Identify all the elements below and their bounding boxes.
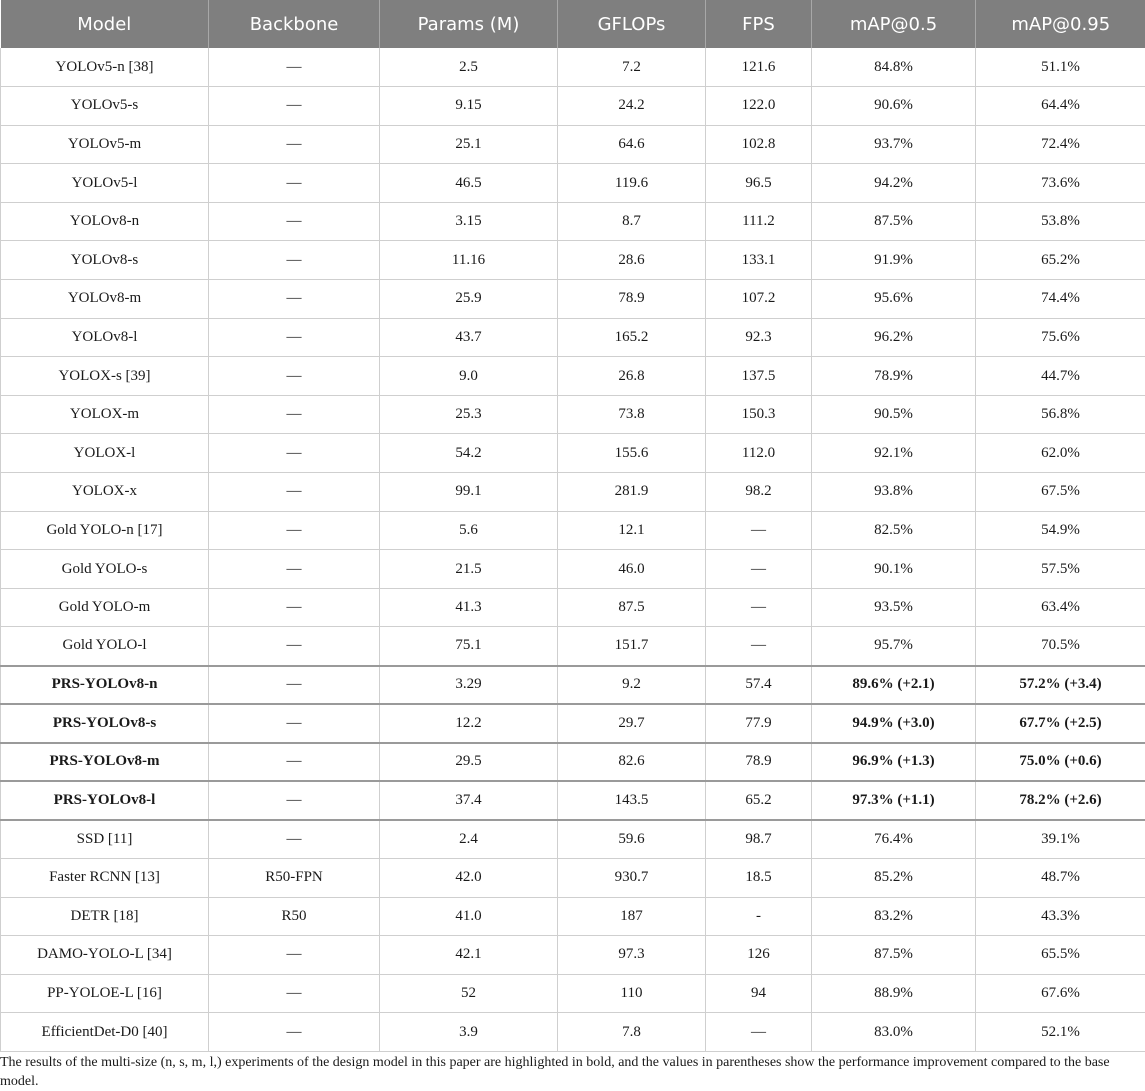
cell-fps: 126 — [706, 936, 812, 975]
cell-model: Gold YOLO-l — [1, 627, 209, 666]
cell-params: 99.1 — [380, 473, 558, 512]
cell-map50: 90.5% — [812, 395, 976, 434]
cell-params: 9.0 — [380, 357, 558, 396]
header-params: Params (M) — [380, 0, 558, 48]
cell-gflops: 29.7 — [558, 704, 706, 743]
cell-fps: — — [706, 627, 812, 666]
cell-fps: 78.9 — [706, 743, 812, 782]
cell-map95: 67.7% (+2.5) — [976, 704, 1145, 743]
cell-fps: — — [706, 511, 812, 550]
cell-gflops: 281.9 — [558, 473, 706, 512]
cell-map50: 92.1% — [812, 434, 976, 473]
cell-fps: 122.0 — [706, 87, 812, 126]
table-row — [1, 743, 1145, 782]
table-row — [1, 704, 1145, 743]
cell-params: 3.9 — [380, 1013, 558, 1052]
cell-model: DAMO-YOLO-L [34] — [1, 936, 209, 975]
cell-map95: 75.6% — [976, 318, 1145, 357]
cell-map50: 93.7% — [812, 125, 976, 164]
cell-fps: — — [706, 588, 812, 627]
cell-gflops: 59.6 — [558, 820, 706, 859]
table-row — [1, 125, 1145, 164]
cell-gflops: 46.0 — [558, 550, 706, 589]
cell-params: 54.2 — [380, 434, 558, 473]
cell-backbone: — — [209, 936, 380, 975]
cell-map95: 73.6% — [976, 164, 1145, 203]
cell-model: YOLOX-m — [1, 395, 209, 434]
cell-map50: 94.2% — [812, 164, 976, 203]
cell-map95: 64.4% — [976, 87, 1145, 126]
cell-gflops: 155.6 — [558, 434, 706, 473]
cell-fps: 18.5 — [706, 858, 812, 897]
cell-gflops: 151.7 — [558, 627, 706, 666]
cell-model: Gold YOLO-n [17] — [1, 511, 209, 550]
header-backbone: Backbone — [209, 0, 380, 48]
cell-model: YOLOX-s [39] — [1, 357, 209, 396]
cell-backbone: — — [209, 434, 380, 473]
cell-backbone: — — [209, 743, 380, 782]
cell-map50: 95.7% — [812, 627, 976, 666]
cell-map50: 96.9% (+1.3) — [812, 743, 976, 782]
cell-map95: 43.3% — [976, 897, 1145, 936]
table-row — [1, 897, 1145, 936]
table-row — [1, 588, 1145, 627]
cell-map95: 39.1% — [976, 820, 1145, 859]
cell-params: 42.1 — [380, 936, 558, 975]
cell-model: YOLOv5-n [38] — [1, 48, 209, 87]
cell-params: 37.4 — [380, 781, 558, 820]
cell-fps: 96.5 — [706, 164, 812, 203]
cell-fps: - — [706, 897, 812, 936]
cell-map95: 70.5% — [976, 627, 1145, 666]
cell-gflops: 28.6 — [558, 241, 706, 280]
cell-gflops: 110 — [558, 974, 706, 1013]
cell-backbone: R50 — [209, 897, 380, 936]
cell-params: 25.1 — [380, 125, 558, 164]
table-row — [1, 202, 1145, 241]
cell-fps: — — [706, 550, 812, 589]
cell-backbone: — — [209, 48, 380, 87]
table-body — [1, 48, 1145, 1051]
cell-model: YOLOv8-n — [1, 202, 209, 241]
cell-params: 9.15 — [380, 87, 558, 126]
cell-map50: 97.3% (+1.1) — [812, 781, 976, 820]
cell-model: YOLOX-x — [1, 473, 209, 512]
table-row — [1, 395, 1145, 434]
cell-model: DETR [18] — [1, 897, 209, 936]
cell-backbone: — — [209, 666, 380, 705]
cell-model: PRS-YOLOv8-m — [1, 743, 209, 782]
cell-params: 3.15 — [380, 202, 558, 241]
cell-map95: 57.2% (+3.4) — [976, 666, 1145, 705]
cell-params: 46.5 — [380, 164, 558, 203]
header-model: Model — [77, 13, 132, 35]
cell-fps: 92.3 — [706, 318, 812, 357]
cell-model: Gold YOLO-s — [1, 550, 209, 589]
cell-map50: 83.2% — [812, 897, 976, 936]
cell-model: YOLOv8-s — [1, 241, 209, 280]
cell-params: 52 — [380, 974, 558, 1013]
cell-params: 2.5 — [380, 48, 558, 87]
table-row — [1, 666, 1145, 705]
cell-backbone: — — [209, 473, 380, 512]
cell-gflops: 64.6 — [558, 125, 706, 164]
cell-map95: 53.8% — [976, 202, 1145, 241]
cell-map95: 52.1% — [976, 1013, 1145, 1052]
cell-gflops: 119.6 — [558, 164, 706, 203]
cell-gflops: 97.3 — [558, 936, 706, 975]
cell-backbone: — — [209, 627, 380, 666]
cell-backbone: R50-FPN — [209, 858, 380, 897]
cell-map95: 67.5% — [976, 473, 1145, 512]
cell-map50: 84.8% — [812, 48, 976, 87]
cell-model: YOLOv5-m — [1, 125, 209, 164]
cell-fps: — — [706, 1013, 812, 1052]
table-header — [1, 0, 1145, 48]
cell-map95: 57.5% — [976, 550, 1145, 589]
table-row — [1, 241, 1145, 280]
table-row — [1, 164, 1145, 203]
cell-backbone: — — [209, 781, 380, 820]
cell-map95: 74.4% — [976, 280, 1145, 319]
cell-map95: 65.5% — [976, 936, 1145, 975]
cell-fps: 112.0 — [706, 434, 812, 473]
cell-backbone: — — [209, 87, 380, 126]
cell-backbone: — — [209, 1013, 380, 1052]
table-row — [1, 627, 1145, 666]
cell-params: 25.9 — [380, 280, 558, 319]
cell-backbone: — — [209, 704, 380, 743]
cell-params: 11.16 — [380, 241, 558, 280]
cell-params: 25.3 — [380, 395, 558, 434]
cell-model: YOLOv5-l — [1, 164, 209, 203]
cell-map95: 51.1% — [976, 48, 1145, 87]
cell-backbone: — — [209, 318, 380, 357]
cell-gflops: 143.5 — [558, 781, 706, 820]
table-row — [1, 781, 1145, 820]
cell-params: 29.5 — [380, 743, 558, 782]
table-row — [1, 858, 1145, 897]
cell-model: EfficientDet-D0 [40] — [1, 1013, 209, 1052]
table-row — [1, 87, 1145, 126]
cell-backbone: — — [209, 202, 380, 241]
cell-backbone: — — [209, 588, 380, 627]
cell-backbone: — — [209, 550, 380, 589]
cell-backbone: — — [209, 357, 380, 396]
cell-model: YOLOv8-m — [1, 280, 209, 319]
cell-model: PP-YOLOE-L [16] — [1, 974, 209, 1013]
cell-params: 3.29 — [380, 666, 558, 705]
cell-map95: 75.0% (+0.6) — [976, 743, 1145, 782]
table-row — [1, 974, 1145, 1013]
table-row — [1, 473, 1145, 512]
cell-gflops: 82.6 — [558, 743, 706, 782]
cell-fps: 137.5 — [706, 357, 812, 396]
cell-fps: 77.9 — [706, 704, 812, 743]
cell-map95: 48.7% — [976, 858, 1145, 897]
table-row — [1, 936, 1145, 975]
cell-fps: 150.3 — [706, 395, 812, 434]
cell-model: YOLOX-l — [1, 434, 209, 473]
header-map95: mAP@0.95 — [976, 0, 1145, 48]
cell-map95: 54.9% — [976, 511, 1145, 550]
cell-map95: 72.4% — [976, 125, 1145, 164]
cell-params: 43.7 — [380, 318, 558, 357]
table-row — [1, 48, 1145, 87]
cell-gflops: 7.2 — [558, 48, 706, 87]
cell-gflops: 7.8 — [558, 1013, 706, 1052]
cell-map50: 78.9% — [812, 357, 976, 396]
table-row — [1, 434, 1145, 473]
cell-map50: 93.5% — [812, 588, 976, 627]
table-row — [1, 550, 1145, 589]
cell-map50: 88.9% — [812, 974, 976, 1013]
cell-map50: 76.4% — [812, 820, 976, 859]
cell-fps: 57.4 — [706, 666, 812, 705]
cell-map95: 63.4% — [976, 588, 1145, 627]
cell-backbone: — — [209, 820, 380, 859]
cell-fps: 102.8 — [706, 125, 812, 164]
cell-params: 12.2 — [380, 704, 558, 743]
cell-map95: 65.2% — [976, 241, 1145, 280]
cell-map95: 67.6% — [976, 974, 1145, 1013]
cell-map50: 89.6% (+2.1) — [812, 666, 976, 705]
header-fps: FPS — [706, 0, 812, 48]
cell-params: 42.0 — [380, 858, 558, 897]
table-footnote: The results of the multi-size (n, s, m, l,) experiments of the design model in this paper are highlighted in bold, and the values in parentheses show the performance improvement compared to the base model. — [0, 1055, 1110, 1089]
cell-gflops: 87.5 — [558, 588, 706, 627]
cell-gflops: 187 — [558, 897, 706, 936]
cell-map50: 82.5% — [812, 511, 976, 550]
cell-map95: 44.7% — [976, 357, 1145, 396]
cell-model: PRS-YOLOv8-s — [1, 704, 209, 743]
cell-map50: 87.5% — [812, 936, 976, 975]
table-row — [1, 318, 1145, 357]
table-row — [1, 511, 1145, 550]
cell-map50: 94.9% (+3.0) — [812, 704, 976, 743]
cell-params: 75.1 — [380, 627, 558, 666]
cell-map50: 85.2% — [812, 858, 976, 897]
cell-backbone: — — [209, 164, 380, 203]
cell-map50: 90.1% — [812, 550, 976, 589]
cell-fps: 111.2 — [706, 202, 812, 241]
cell-params: 21.5 — [380, 550, 558, 589]
cell-map50: 83.0% — [812, 1013, 976, 1052]
cell-backbone: — — [209, 974, 380, 1013]
cell-params: 5.6 — [380, 511, 558, 550]
cell-backbone: — — [209, 280, 380, 319]
table-row — [1, 1013, 1145, 1052]
cell-backbone: — — [209, 511, 380, 550]
cell-map95: 78.2% (+2.6) — [976, 781, 1145, 820]
cell-fps: 133.1 — [706, 241, 812, 280]
cell-model: YOLOv8-l — [1, 318, 209, 357]
cell-model: PRS-YOLOv8-l — [1, 781, 209, 820]
header-gflops: GFLOPs — [558, 0, 706, 48]
cell-map95: 62.0% — [976, 434, 1145, 473]
table-row — [1, 280, 1145, 319]
cell-model: YOLOv5-s — [1, 87, 209, 126]
cell-fps: 107.2 — [706, 280, 812, 319]
cell-gflops: 26.8 — [558, 357, 706, 396]
cell-fps: 121.6 — [706, 48, 812, 87]
cell-fps: 94 — [706, 974, 812, 1013]
cell-map50: 96.2% — [812, 318, 976, 357]
cell-backbone: — — [209, 125, 380, 164]
cell-map95: 56.8% — [976, 395, 1145, 434]
table-row — [1, 820, 1145, 859]
cell-gflops: 9.2 — [558, 666, 706, 705]
cell-backbone: — — [209, 241, 380, 280]
cell-model: Faster RCNN [13] — [1, 858, 209, 897]
cell-gflops: 24.2 — [558, 87, 706, 126]
cell-map50: 87.5% — [812, 202, 976, 241]
cell-params: 41.0 — [380, 897, 558, 936]
header-map50: mAP@0.5 — [812, 0, 976, 48]
cell-map50: 93.8% — [812, 473, 976, 512]
cell-gflops: 930.7 — [558, 858, 706, 897]
cell-params: 41.3 — [380, 588, 558, 627]
cell-model: Gold YOLO-m — [1, 588, 209, 627]
cell-fps: 65.2 — [706, 781, 812, 820]
cell-map50: 91.9% — [812, 241, 976, 280]
cell-map50: 90.6% — [812, 87, 976, 126]
cell-params: 2.4 — [380, 820, 558, 859]
cell-map50: 95.6% — [812, 280, 976, 319]
cell-gflops: 12.1 — [558, 511, 706, 550]
header-row — [1, 0, 1145, 48]
cell-gflops: 165.2 — [558, 318, 706, 357]
cell-model: PRS-YOLOv8-n — [1, 666, 209, 705]
cell-backbone: — — [209, 395, 380, 434]
cell-model: SSD [11] — [1, 820, 209, 859]
cell-fps: 98.7 — [706, 820, 812, 859]
table-row — [1, 357, 1145, 396]
cell-fps: 98.2 — [706, 473, 812, 512]
cell-gflops: 8.7 — [558, 202, 706, 241]
cell-gflops: 78.9 — [558, 280, 706, 319]
cell-gflops: 73.8 — [558, 395, 706, 434]
